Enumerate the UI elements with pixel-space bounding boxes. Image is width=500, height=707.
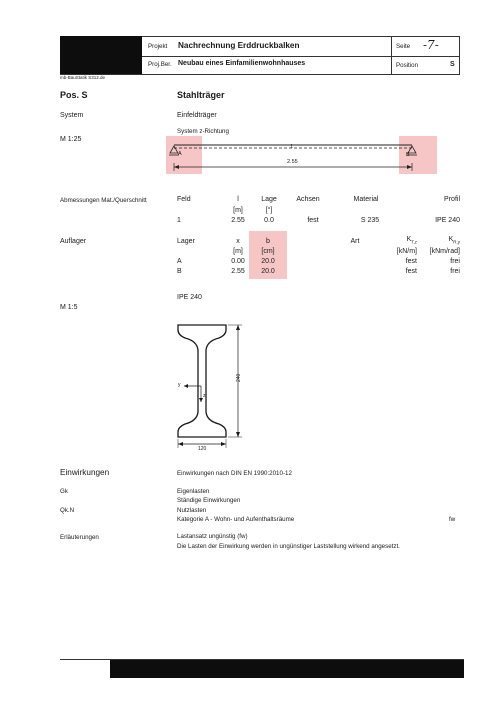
col-kr: $K_{R,y}$	[448, 236, 460, 245]
col-profil: Profil	[444, 196, 460, 203]
system-direction: System z-Richtung	[177, 128, 229, 135]
col-l: l	[237, 196, 239, 203]
row-a-x: 0.00	[231, 258, 245, 265]
ipe-section-drawing	[170, 322, 260, 452]
y-axis-arrow-icon	[184, 384, 188, 388]
erlaeuterungen-line-1: Lastansatz ungünstig (fw)	[177, 533, 248, 540]
row-b-b: 20.0	[261, 268, 275, 275]
col-lage: Lage	[261, 196, 277, 203]
unit-l: [m]	[233, 207, 243, 214]
support-b-label: B	[406, 152, 410, 158]
einwirkungen-label: Einwirkungen	[60, 468, 110, 477]
software-label: mb-BauStatik S312.de	[60, 75, 106, 80]
system-label: System	[60, 112, 84, 119]
cell-material: S 235	[360, 217, 380, 224]
auflager-label: Auflager	[60, 238, 87, 245]
axis-z-label: z	[203, 393, 206, 399]
row-b-lager: B	[177, 268, 182, 275]
qk-line-1: Nutzlasten	[177, 507, 207, 514]
col-material: Material	[353, 196, 379, 203]
row-b-x: 2.55	[231, 268, 245, 275]
cell-achsen: fest	[307, 217, 319, 224]
erlaeuterungen-label: Erläuterungen	[60, 534, 99, 541]
gk-line-1: Eigenlasten	[177, 488, 210, 495]
cell-profil: IPE 240	[435, 217, 460, 224]
header-redaction-box	[60, 36, 142, 74]
col-art: Art	[350, 238, 360, 245]
system-value: Einfeldträger	[177, 112, 217, 119]
height-arrow-top-icon	[236, 325, 240, 330]
header-rule-middle	[142, 56, 460, 57]
field-number: 1	[290, 144, 294, 150]
footer-redaction-bar	[110, 660, 464, 678]
width-arrow-right-icon	[221, 442, 226, 446]
col-b: b	[266, 238, 270, 245]
span-dimension: 2.55	[287, 159, 298, 165]
section-profile: IPE 240	[177, 294, 202, 301]
project-label: Projekt	[148, 43, 168, 50]
gk-line-2: Ständige Einwirkungen	[177, 497, 241, 504]
cell-feld: 1	[177, 217, 181, 224]
proj-ber-value: Neubau eines Einfamilienwohnhauses	[178, 60, 306, 67]
cell-l: 2.55	[231, 217, 245, 224]
header-rule-top	[142, 36, 460, 37]
qk-code: fw	[449, 516, 456, 523]
cell-lage: 0.0	[264, 217, 274, 224]
height-arrow-bottom-icon	[236, 432, 240, 437]
header-right-border	[459, 36, 460, 74]
pos-title: Stahlträger	[177, 90, 225, 100]
qk-line-2: Kategorie A - Wohn- und Aufenthaltsräume	[177, 516, 295, 523]
gk-label: Gk	[60, 488, 68, 495]
qk-label: Qk.N	[60, 507, 75, 514]
row-a-kr: frei	[450, 258, 460, 265]
row-a-kt: fest	[405, 258, 417, 265]
width-arrow-left-icon	[178, 442, 183, 446]
unit-lage: [°]	[265, 207, 273, 214]
project-value: Nachrechnung Erddruckbalken	[178, 41, 300, 50]
row-a-b: 20.0	[261, 258, 275, 265]
row-b-kr: frei	[450, 268, 460, 275]
proj-ber-label: Proj.Ber.	[148, 61, 172, 68]
ipe-profile-shape	[178, 325, 226, 437]
col-feld: Feld	[177, 196, 191, 203]
erlaeuterungen-line-2: Die Lasten der Einwirkung werden in ungünstiger Laststellung wirkend angesetzt.	[177, 543, 400, 550]
support-a-icon	[170, 146, 178, 153]
axis-y-label: y	[178, 382, 181, 388]
unit-kt: [kN/m]	[396, 248, 417, 255]
position-value: S	[450, 61, 455, 68]
header-rule-bottom	[60, 74, 460, 75]
dim-arrow-right-icon	[407, 165, 412, 169]
scale-label-1-5: M 1:5	[60, 304, 78, 311]
unit-kr: [kNm/rad]	[429, 248, 460, 255]
col-x: x	[236, 238, 240, 245]
col-kt: $K_{T,z}$	[406, 236, 417, 245]
seite-label: Seite	[396, 43, 411, 50]
scale-label-1-25: M 1:25	[60, 136, 82, 143]
position-label: Position	[396, 62, 419, 69]
support-a-label: A	[178, 151, 182, 157]
unit-x: [m]	[233, 248, 243, 255]
dim-arrow-left-icon	[174, 165, 179, 169]
unit-b: [cm]	[261, 248, 275, 255]
col-achsen: Achsen	[296, 196, 320, 203]
row-b-kt: fest	[405, 268, 417, 275]
header-divider	[391, 36, 392, 74]
width-dimension: 120	[198, 446, 207, 452]
abmessungen-label: Abmessungen Mat./Querschnitt	[60, 197, 147, 204]
height-dimension: 240	[236, 373, 242, 382]
row-a-lager: A	[177, 258, 182, 265]
col-lager: Lager	[177, 238, 195, 245]
seite-value: -7-	[423, 38, 439, 52]
einwirkungen-norm: Einwirkungen nach DIN EN 1990:2010-12	[177, 470, 292, 477]
pos-label: Pos. S	[60, 90, 88, 100]
beam-system-drawing	[160, 134, 450, 184]
